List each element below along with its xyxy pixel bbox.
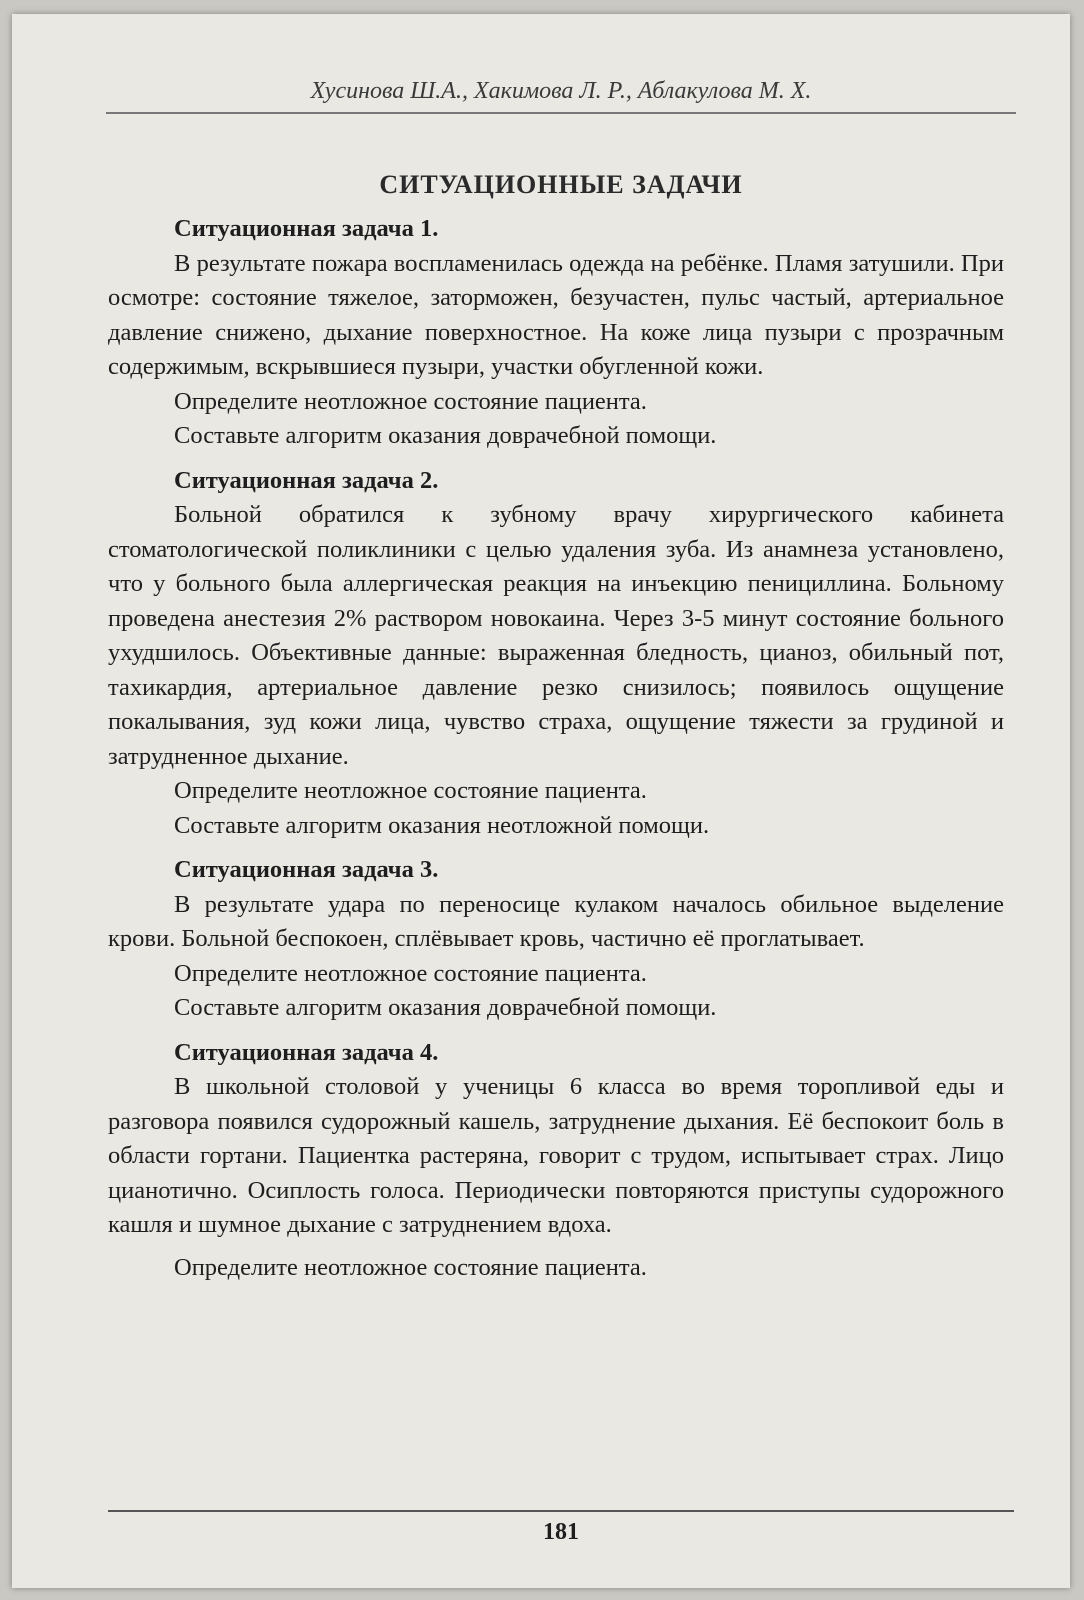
footer-rule — [108, 1510, 1014, 1512]
task-title: Ситуационная задача 1. — [174, 215, 439, 242]
page-number: 181 — [543, 1519, 579, 1545]
task-question: Составьте алгоритм оказания доврачебной помощи. — [174, 994, 717, 1021]
task-title: Ситуационная задача 3. — [174, 856, 439, 883]
task-title: Ситуационная задача 2. — [174, 466, 439, 494]
task-body: В результате пожара воспламенилась одежда на ребёнке. Пламя затушили. При осмотре: состояние тяжелое, заторможен, безучастен, пульс частый, артериальное давление снижено, дыхание поверхностное. На коже лица пузыри с прозрачным содержимым, вскрывшиеся пузыри, участки обугленной кожи. — [108, 249, 1004, 380]
task-4 — [108, 1036, 1004, 1286]
task-question: Определите неотложное состояние пациента. — [174, 959, 647, 987]
task-1 — [108, 212, 1004, 454]
task-3 — [108, 853, 1004, 1026]
task-title: Ситуационная задача 4. — [174, 1038, 439, 1066]
task-question: Определите неотложное состояние пациента. — [174, 387, 647, 415]
tasks-content — [108, 212, 1004, 1295]
section-title: СИТУАЦИОННЫЕ ЗАДАЧИ — [379, 170, 743, 199]
task-question: Составьте алгоритм оказания неотложной помощи. — [174, 811, 710, 839]
task-body: В результате удара по переносице кулаком началось обильное выделение крови. Больной беспокоен, сплёвывает кровь, частично её проглатывает. — [108, 890, 1004, 952]
task-question: Определите неотложное состояние пациента. — [174, 777, 647, 804]
task-body: В школьной столовой у ученицы 6 класса во время торопливой еды и разговора появился судорожный кашель, затруднение дыхания. Её беспокоит боль в области гортани. Пациентка растеряна, говорит с трудом, испытывает страх. Лицо цианотично. Осиплость голоса. Периодически повторяются приступы судорожного кашля и шумное дыхание с затруднением вдоха. — [108, 1073, 1004, 1238]
task-2 — [108, 464, 1004, 844]
header-rule — [106, 112, 1016, 114]
task-body: Больной обратился к зубному врачу хирургического кабинета стоматологической поликлиники с целью удаления зуба. Из анамнеза установлено, что у больного была аллергическая реакция на инъекцию пенициллина. Больному проведена анестезия 2% раствором новокаина. Через 3-5 минут состояние больного ухудшилось. Объективные данные: выраженная бледность, цианоз, обильный пот, тахикардия, артериальное давление резко снизилось; появилось ощущение покалывания, зуд кожи лица, чувство страха, ощущение тяжести за грудиной и затрудненное дыхание. — [108, 501, 1004, 770]
task-question: Составьте алгоритм оказания доврачебной помощи. — [174, 422, 717, 449]
task-question: Определите неотложное состояние пациента. — [174, 1253, 647, 1281]
book-page — [12, 14, 1070, 1588]
running-header: Хусинова Ш.А., Хакимова Л. Р., Аблакулова М. Х. — [310, 78, 812, 104]
